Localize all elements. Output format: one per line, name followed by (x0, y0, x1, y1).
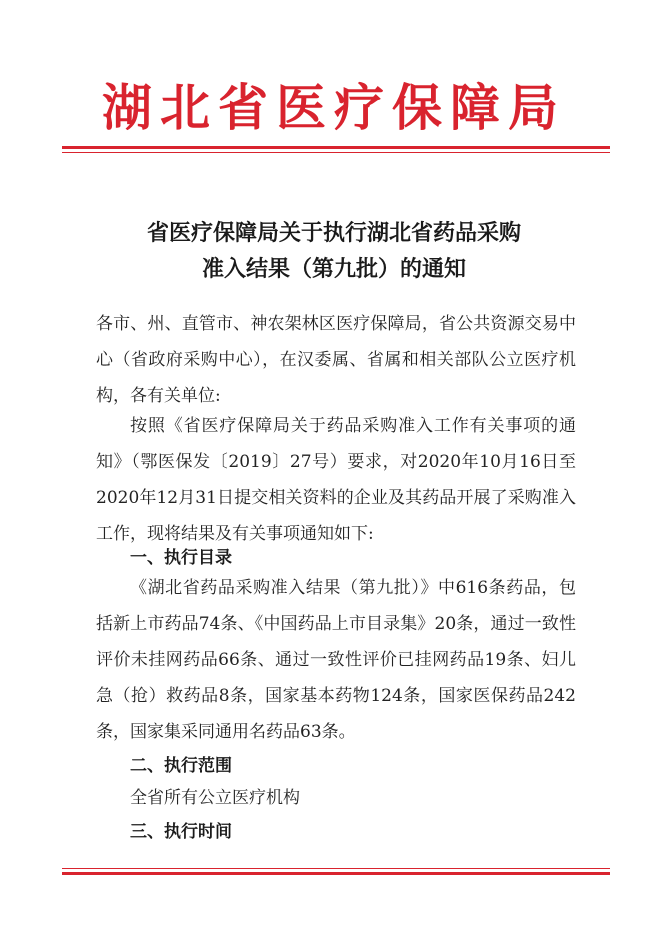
section-1-paragraph: 《湖北省药品采购准入结果（第九批）》中616条药品，包括新上市药品74条、《中国药品上市目录集》20条，通过一致性评价未挂网药品66条、通过一致性评价已挂网药品19条、妇儿急（抢）救药品8条，国家基本药物124条，国家医保药品242条，国家集采同通用名药品63条。 (96, 578, 576, 742)
document-title-line-2: 准入结果（第九批）的通知 (201, 257, 466, 282)
section-1-heading: 一、执行目录 (130, 548, 232, 568)
footer-rule-thick (62, 872, 610, 875)
letterhead-title: 湖北省医疗保障局 (102, 78, 566, 137)
letterhead-rule-thick (62, 146, 610, 149)
section-3-heading: 三、执行时间 (130, 822, 232, 842)
document-title-line-1: 省医疗保障局关于执行湖北省药品采购 (146, 221, 521, 246)
intro-paragraph: 按照《省医疗保障局关于药品采购准入工作有关事项的通知》（鄂医保发〔2019〕27号）要求，对2020年10月16日至2020年12月31日提交相关资料的企业及其药品开展了采购准入工作，现将结果及有关事项通知如下: (96, 416, 576, 544)
section-2-paragraph: 全省所有公立医疗机构 (130, 788, 300, 808)
footer-rule-thin (62, 868, 610, 869)
salutation-paragraph: 各市、州、直管市、神农架林区医疗保障局，省公共资源交易中心（省政府采购中心），在汉委属、省属和相关部队公立医疗机构，各有关单位: (96, 314, 576, 406)
section-2-heading: 二、执行范围 (130, 756, 232, 776)
letterhead-rule-thin (62, 152, 610, 153)
